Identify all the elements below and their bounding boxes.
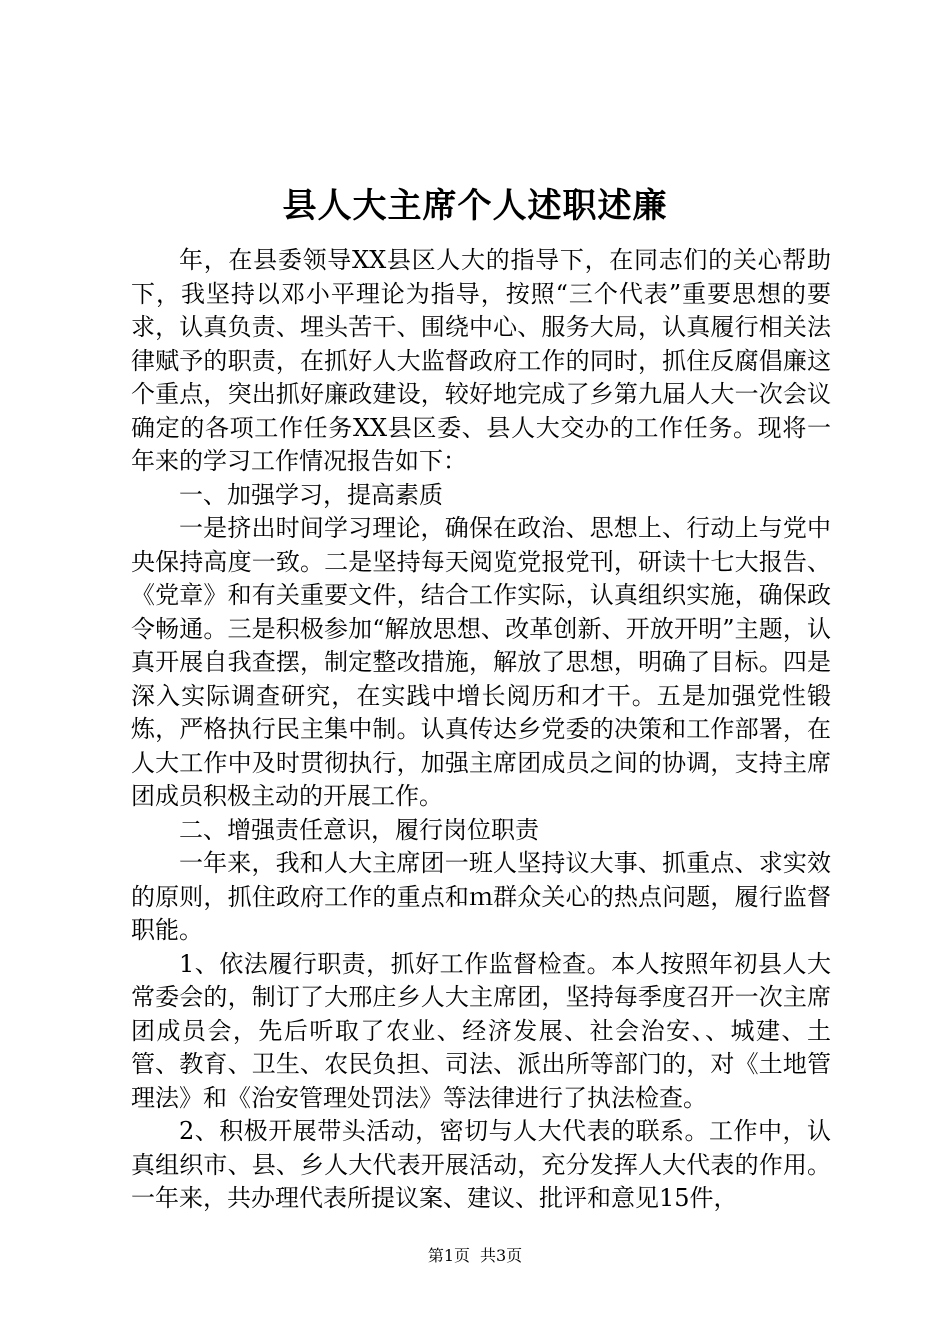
document-title: 县人大主席个人述职述廉 (282, 186, 668, 226)
paragraph-study: 一是挤出时间学习理论，确保在政治、思想上、行动上与党中央保持高度一致。二是坚持每天阅览党报党刊，研读十七大报告、《党章》和有关重要文件，结合工作实际，认真组织实施，确保政令畅通。三是积极参加“解放思想、改革创新、开放开明”主题，认真开展自我查摆，制定整改措施，解放了思想，明确了目标。四是深入实际调查研究，在实践中增长阅历和才干。五是加强党性锻炼，严格执行民主集中制。认真传达乡党委的决策和工作部署，在人大工作中及时贯彻执行，加强主席团成员之间的协调，支持主席团成员积极主动的开展工作。 (131, 514, 831, 810)
section-heading-1: 一、加强学习，提高素质 (179, 480, 443, 509)
paragraph-item-2: 2、积极开展带头活动，密切与人大代表的联系。工作中，认真组织市、县、乡人大代表开展活动，充分发挥人大代表的作用。一年来，共办理代表所提议案、建议、批评和意见15件， (131, 1117, 831, 1212)
paragraph-item-1: 1、依法履行职责，抓好工作监督检查。本人按照年初县人大常委会的，制订了大邢庄乡人大主席团，坚持每季度召开一次主席团成员会，先后听取了农业、经济发展、社会治安、、城建、土管、教育、卫生、农民负担、司法、派出所等部门的，对《土地管理法》和《治安管理处罚法》等法律进行了执法检查。 (131, 949, 831, 1112)
page-footer (0, 1244, 950, 1268)
paragraph-responsibility: 一年来，我和人大主席团一班人坚持议大事、抓重点、求实效的原则，抓住政府工作的重点和ｍ群众关心的热点问题，履行监督职能。 (131, 849, 831, 944)
document-body (131, 244, 831, 1216)
page-total: 共3页 (480, 1246, 523, 1265)
page-number: 第1页 (427, 1246, 470, 1265)
paragraph-intro: 年，在县委领导XX县区人大的指导下，在同志们的关心帮助下，我坚持以邓小平理论为指导，按照“三个代表”重要思想的要求，认真负责、埋头苦干、围绕中心、服务大局，认真履行相关法律赋予的职责，在抓好人大监督政府工作的同时，抓住反腐倡廉这个重点，突出抓好廉政建设，较好地完成了乡第九届人大一次会议确定的各项工作任务XX县区委、县人大交办的工作任务。现将一年来的学习工作情况报告如下： (131, 246, 831, 475)
section-heading-2: 二、增强责任意识，履行岗位职责 (179, 815, 539, 844)
